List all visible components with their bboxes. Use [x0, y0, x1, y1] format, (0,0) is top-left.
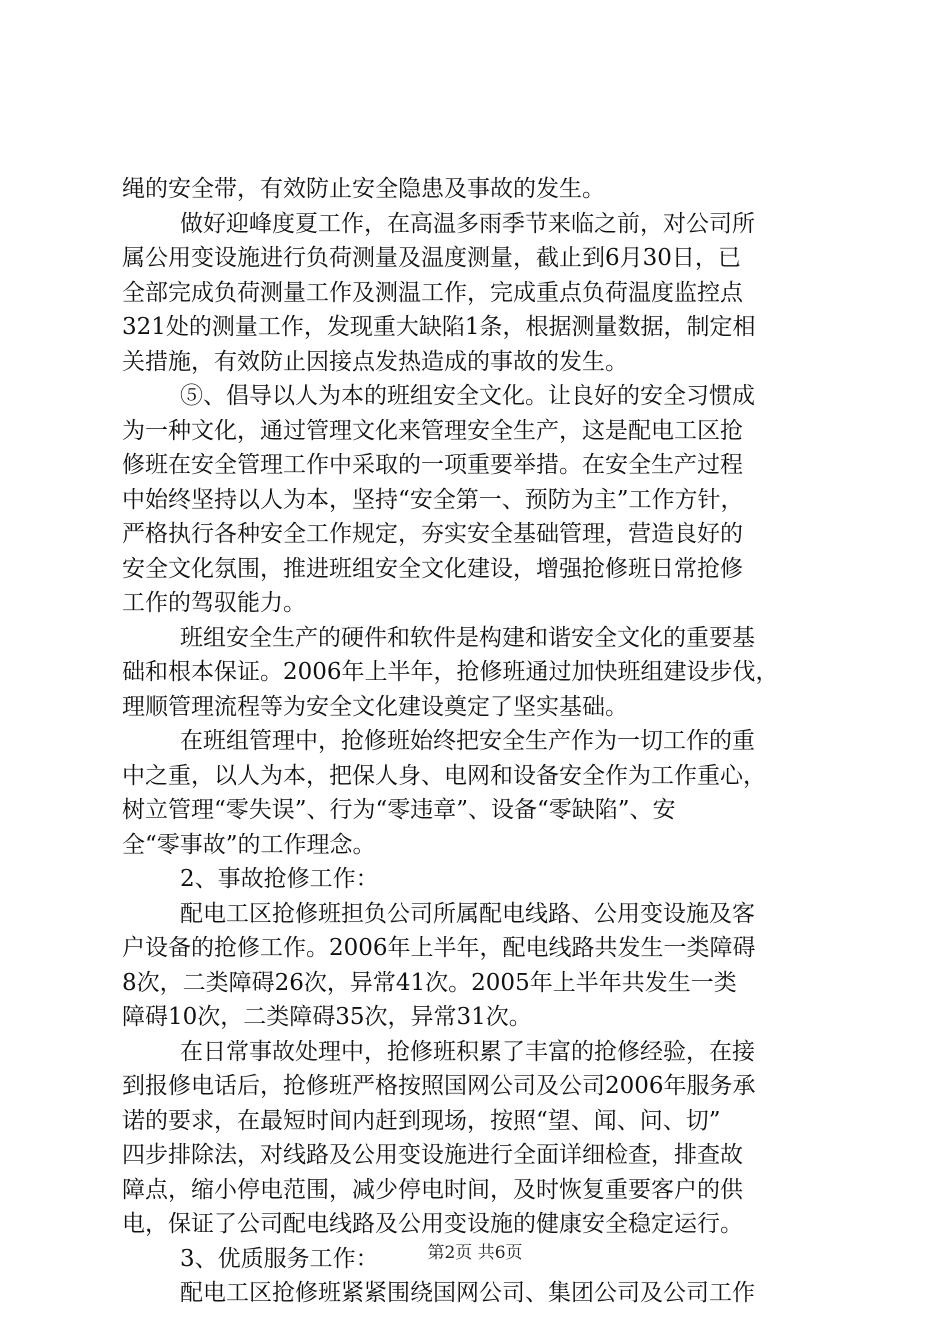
text-line: 配电工区抢修班紧紧围绕国网公司、集团公司及公司工作 [180, 1280, 755, 1306]
text-line: 全部完成负荷测量工作及测温工作，完成重点负荷温度监控点 [122, 279, 743, 306]
text-line: 在日常事故处理中，抢修班积累了丰富的抢修经验，在接 [180, 1038, 755, 1065]
text-line: 中之重，以人为本，把保人身、电网和设备安全作为工作重心， [122, 762, 766, 789]
text-line: 属公用变设施进行负荷测量及温度测量，截止到6月30日，已 [122, 245, 741, 271]
text-line: 础和根本保证。2006年上半年，抢修班通过加快班组建设步伐， [122, 659, 779, 685]
text-line: 到报修电话后，抢修班严格按照国网公司及公司2006年服务承 [122, 1073, 756, 1099]
text-line: 诺的要求，在最短时间内赶到现场，按照“望、闻、问、切” [122, 1107, 721, 1134]
page-footer: 第2页 共6页 [427, 1243, 523, 1263]
text-line: 中始终坚持以人为本，坚持“安全第一、预防为主”工作方针， [122, 486, 744, 513]
text-line: 关措施，有效防止因接点发热造成的事故的发生。 [122, 348, 628, 375]
text-line: 电，保证了公司配电线路及公用变设施的健康安全稳定运行。 [122, 1211, 743, 1237]
text-line: 321处的测量工作，发现重大缺陷1条，根据测量数据，制定相 [122, 314, 756, 340]
text-line: 班组安全生产的硬件和软件是构建和谐安全文化的重要基 [180, 624, 755, 651]
text-line: 障点，缩小停电范围，减少停电时间，及时恢复重要客户的供 [122, 1176, 743, 1203]
text-line: 理顺管理流程等为安全文化建设奠定了坚实基础。 [122, 693, 628, 720]
document-body [122, 172, 842, 1311]
text-line: 四步排除法，对线路及公用变设施进行全面详细检查，排查故 [122, 1142, 743, 1168]
text-line: 8次，二类障碍26次，异常41次。2005年上半年共发生一类 [122, 969, 737, 996]
text-line: ⑤、倡导以人为本的班组安全文化。让良好的安全习惯成 [180, 383, 755, 409]
text-line: 安全文化氛围，推进班组安全文化建设，增强抢修班日常抢修 [122, 555, 743, 582]
text-line: 障碍10次，二类障碍35次，异常31次。 [122, 1004, 532, 1030]
text-line: 严格执行各种安全工作规定，夯实安全基础管理，营造良好的 [122, 521, 743, 547]
text-line: 在班组管理中，抢修班始终把安全生产作为一切工作的重 [180, 728, 755, 754]
text-line: 绳的安全带，有效防止安全隐患及事故的发生。 [122, 176, 605, 202]
text-line: 工作的驾驭能力。 [122, 590, 306, 616]
text-line: 做好迎峰度夏工作，在高温多雨季节来临之前，对公司所 [180, 210, 755, 237]
text-line: 为一种文化，通过管理文化来管理安全生产，这是配电工区抢 [122, 417, 743, 444]
text-line: 户设备的抢修工作。2006年上半年，配电线路共发生一类障碍 [122, 935, 756, 961]
text-line: 树立管理“零失误”、行为“零违章”、设备“零缺陷”、安 [122, 797, 676, 823]
text-line: 配电工区抢修班担负公司所属配电线路、公用变设施及客 [180, 900, 755, 927]
text-line: 3、优质服务工作： [180, 1245, 379, 1272]
text-line: 修班在安全管理工作中采取的一项重要举措。在安全生产过程 [122, 452, 743, 478]
text-line: 全“零事故”的工作理念。 [122, 831, 376, 858]
text-line: 2、事故抢修工作： [180, 866, 379, 892]
